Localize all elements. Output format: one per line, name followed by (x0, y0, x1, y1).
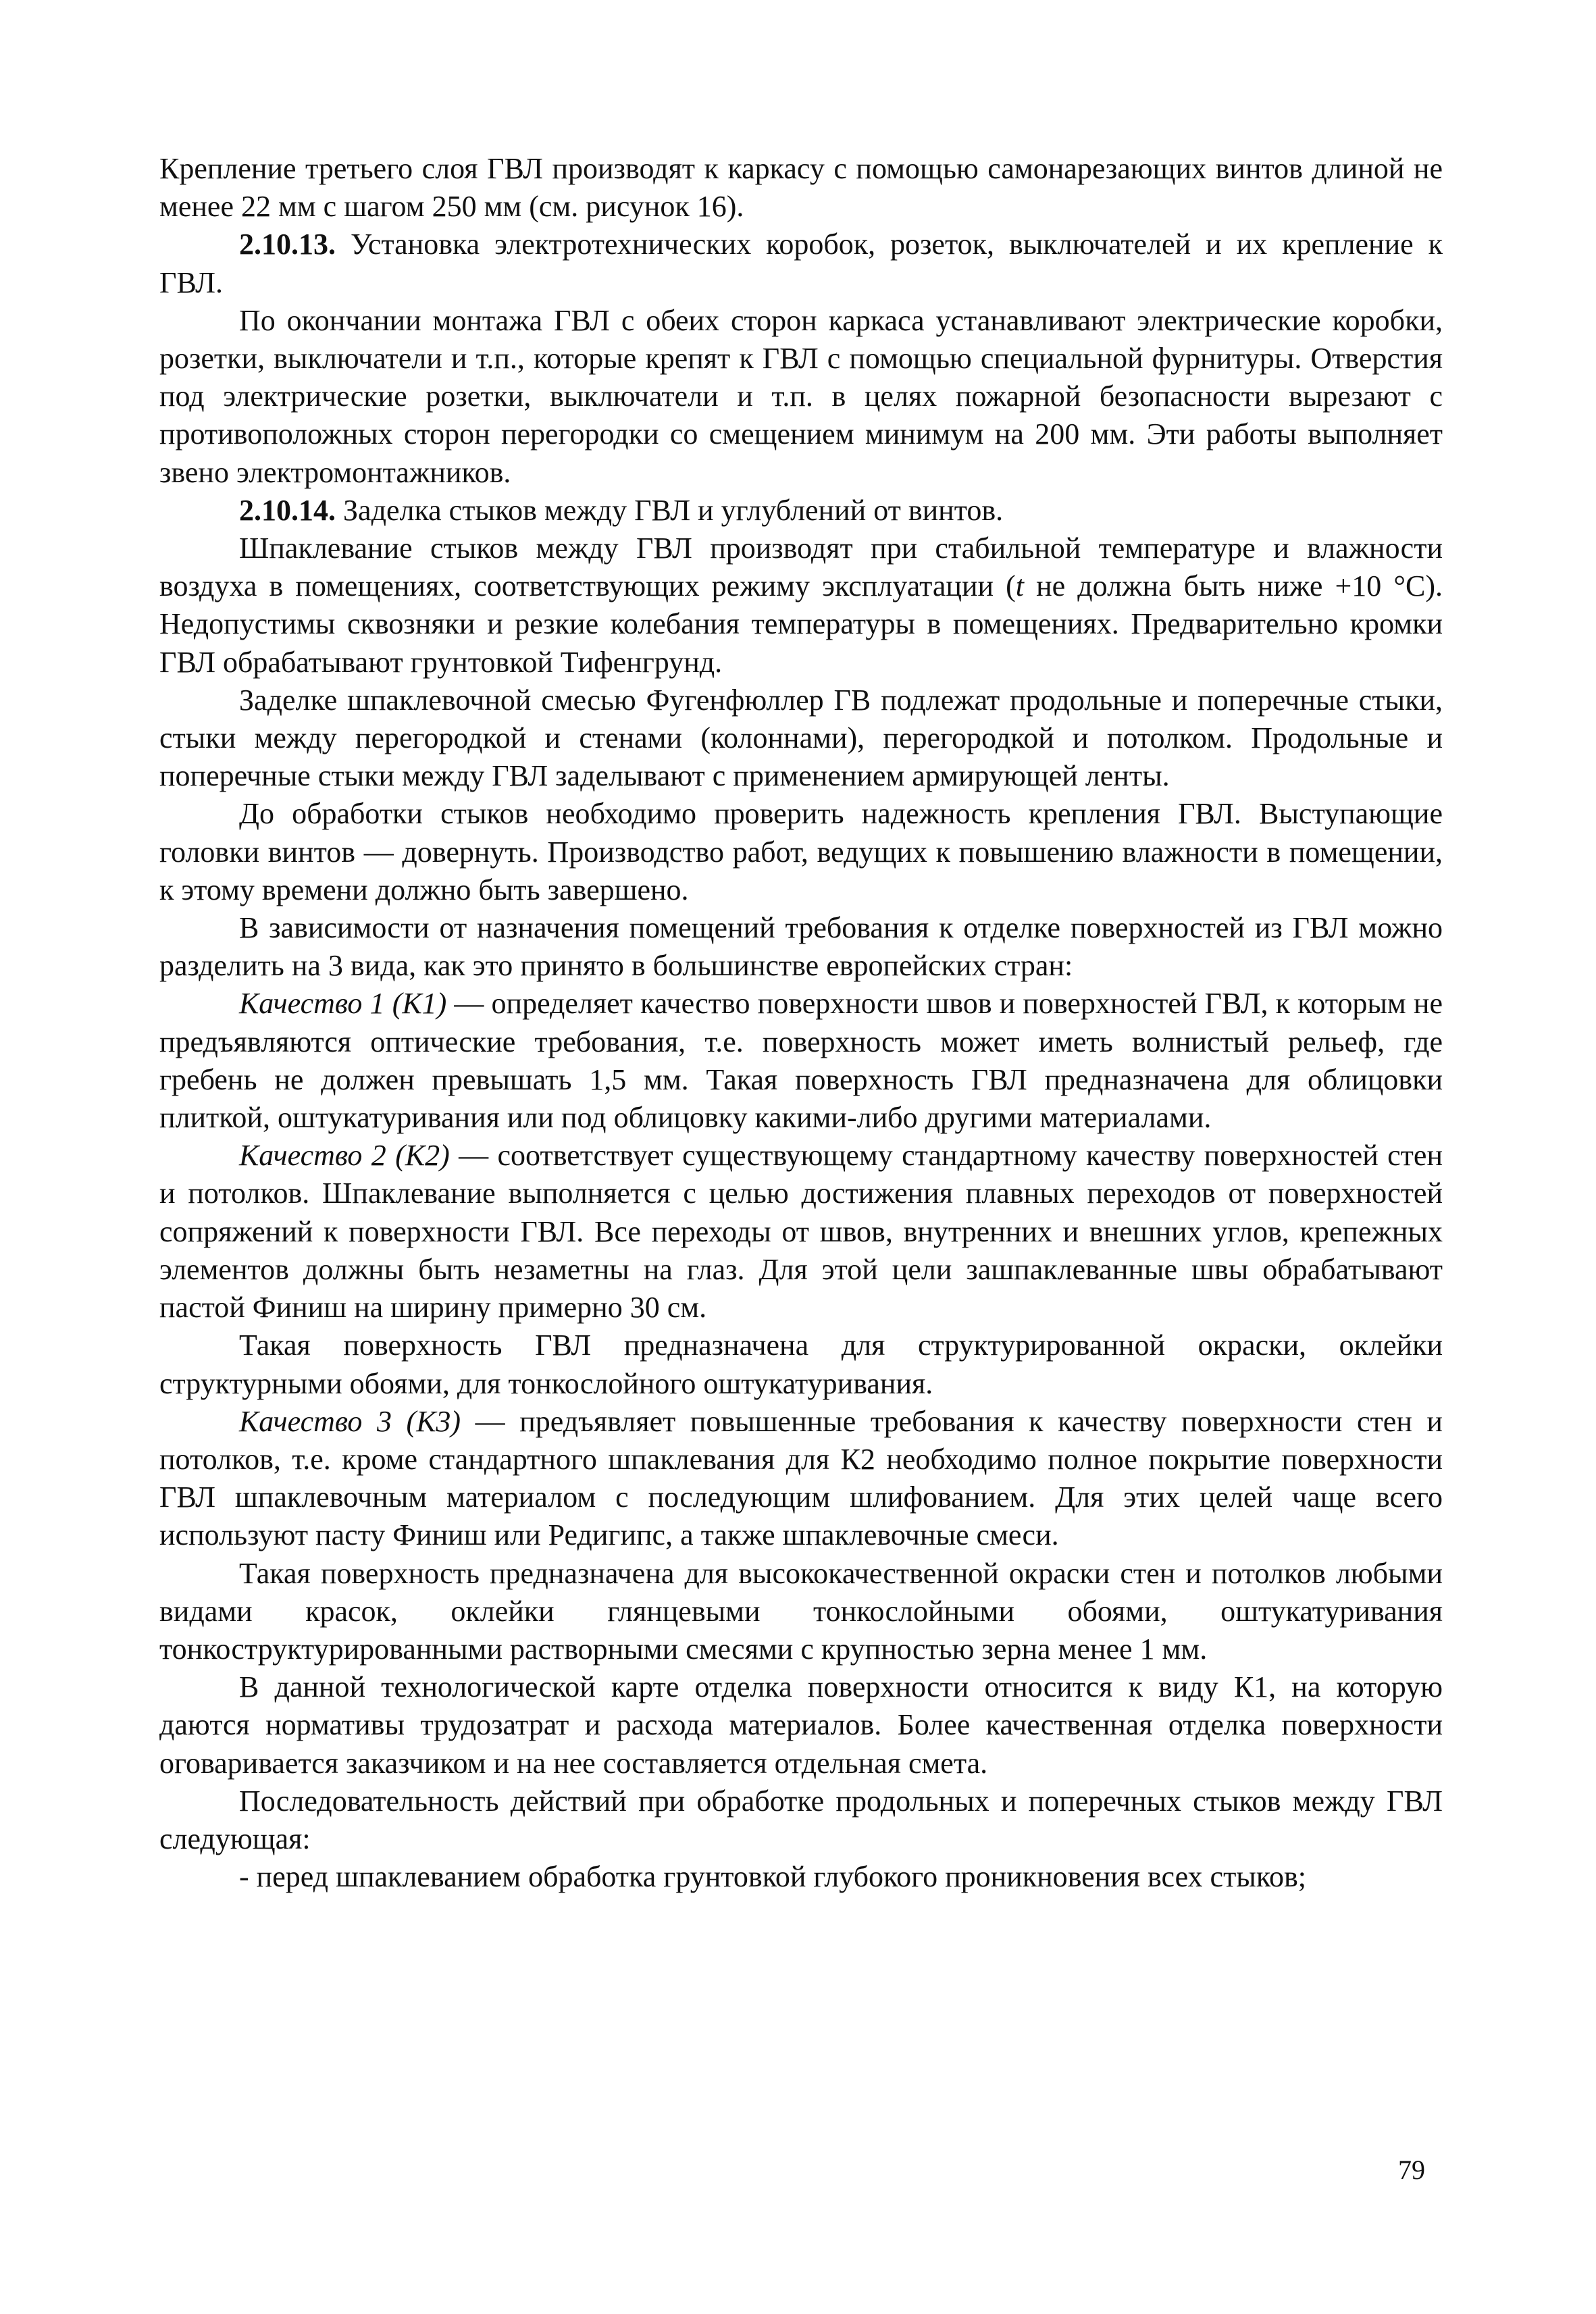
paragraph-text: Последовательность действий при обработке продольных и поперечных стыков между ГВЛ следующая: (159, 1784, 1443, 1855)
section-title: Заделка стыков между ГВЛ и углублений от винтов. (336, 493, 1004, 527)
paragraph-text: В данной технологической карте отделка поверхности относится к виду К1, на которую даются нормативы трудозатрат и расхода материалов. Более качественная отделка поверхности оговаривается заказчиком и на нее составляется отдельная смета. (159, 1670, 1443, 1780)
section-number: 2.10.13. (239, 228, 336, 261)
paragraph-sequence-intro (159, 1782, 1443, 1858)
section-number: 2.10.14. (239, 493, 336, 527)
paragraph-k2-purpose (159, 1327, 1443, 1402)
section-2-10-14 (159, 492, 1443, 530)
section-title: Установка электротехнических коробок, розеток, выключателей и их крепление к ГВЛ. (159, 228, 1443, 299)
page-number: 79 (1398, 2155, 1425, 2185)
paragraph-quality-k3 (159, 1403, 1443, 1555)
paragraph-text: — соответствует существующему стандартному качеству поверхностей стен и потолков. Шпаклевание выполняется с целью достижения плавных переходов от поверхностей сопряжений к поверхности ГВЛ. Все переходы от швов, внутренних и внешних углов, крепежных элементов должны быть незаметны на глаз. Для этой цели зашпаклеванные швы обрабатывают пастой Финиш на ширину примерно 30 см. (159, 1139, 1443, 1325)
paragraph-quality-k1 (159, 985, 1443, 1137)
paragraph-quality-k2 (159, 1137, 1443, 1327)
paragraph-k3-purpose (159, 1555, 1443, 1669)
section-2-10-13 (159, 226, 1443, 301)
paragraph-electrical-boxes (159, 302, 1443, 492)
list-item-priming (159, 1858, 1443, 1896)
temperature-symbol: t (1015, 569, 1025, 603)
paragraph-quality-types (159, 909, 1443, 985)
paragraph-text: До обработки стыков необходимо проверить надежность крепления ГВЛ. Выступающие головки винтов — довернуть. Производство работ, ведущих к повышению влажности в помещении, к этому времени должно быть завершено. (159, 797, 1443, 906)
paragraph-joint-filling (159, 682, 1443, 796)
page-body (159, 150, 1443, 1896)
list-item-text: - перед шпаклеванием обработка грунтовкой глубокого проникновения всех стыков; (239, 1860, 1307, 1894)
paragraph-text: Шпаклевание стыков между ГВЛ производят при стабильной температуре и влажности воздуха в помещениях, соответствующих режиму эксплуатации ( (159, 532, 1443, 603)
paragraph-text: По окончании монтажа ГВЛ с обеих сторон каркаса устанавливают электрические коробки, розетки, выключатели и т.п., которые крепят к ГВЛ с помощью специальной фурнитуры. Отверстия под электрические розетки, выключатели и т.п. в целях пожарной безопасности вырезают с противоположных сторон перегородки со смещением минимум на 200 мм. Эти работы выполняет звено электромонтажников. (159, 303, 1443, 489)
paragraph-text: Крепление третьего слоя ГВЛ производят к каркасу с помощью самонарезающих винтов длиной не менее 22 мм с шагом 250 мм (см. рисунок 16). (159, 152, 1443, 224)
paragraph-joint-puttying (159, 530, 1443, 682)
quality-label: Качество 1 (К1) (239, 987, 447, 1021)
quality-label: Качество 3 (К3) (239, 1404, 461, 1438)
paragraph-this-card-k1 (159, 1668, 1443, 1782)
paragraph-fastening-third-layer (159, 150, 1443, 226)
paragraph-check-fastening (159, 795, 1443, 909)
paragraph-text: Такая поверхность предназначена для высококачественной окраски стен и потолков любыми видами красок, оклейки глянцевыми тонкослойными обоями, оштукатуривания тонкоструктурированными растворными смесями с крупностью зерна менее 1 мм. (159, 1556, 1443, 1666)
paragraph-text: Заделке шпаклевочной смесью Фугенфюллер ГВ подлежат продольные и поперечные стыки, стыки между перегородкой и стенами (колоннами), перегородкой и потолком. Продольные и поперечные стыки между ГВЛ заделывают с применением армирующей ленты. (159, 683, 1443, 793)
paragraph-text: — определяет качество поверхности швов и поверхностей ГВЛ, к которым не предъявляются оптические требования, т.е. поверхность может иметь волнистый рельеф, где гребень не должен превышать 1,5 мм. Такая поверхность ГВЛ предназначена для облицовки плиткой, оштукатуривания или под облицовку какими-либо другими материалами. (159, 987, 1443, 1135)
paragraph-text: В зависимости от назначения помещений требования к отделке поверхностей из ГВЛ можно разделить на 3 вида, как это принято в большинстве европейских стран: (159, 911, 1443, 983)
paragraph-text: Такая поверхность ГВЛ предназначена для структурированной окраски, оклейки структурными обоями, для тонкослойного оштукатуривания. (159, 1329, 1443, 1400)
quality-label: Качество 2 (К2) (239, 1139, 450, 1173)
paragraph-text: — предъявляет повышенные требования к качеству поверхности стен и потолков, т.е. кроме стандартного шпаклевания для К2 необходимо полное покрытие поверхности ГВЛ шпаклевочным материалом с последующим шлифованием. Для этих целей чаще всего используют пасту Финиш или Редигипс, а также шпаклевочные смеси. (159, 1404, 1443, 1552)
paragraph-text: не должна быть ниже +10 °С). Недопустимы сквозняки и резкие колебания температуры в помещениях. Предварительно кромки ГВЛ обрабатывают грунтовкой Тифенгрунд. (159, 569, 1443, 679)
